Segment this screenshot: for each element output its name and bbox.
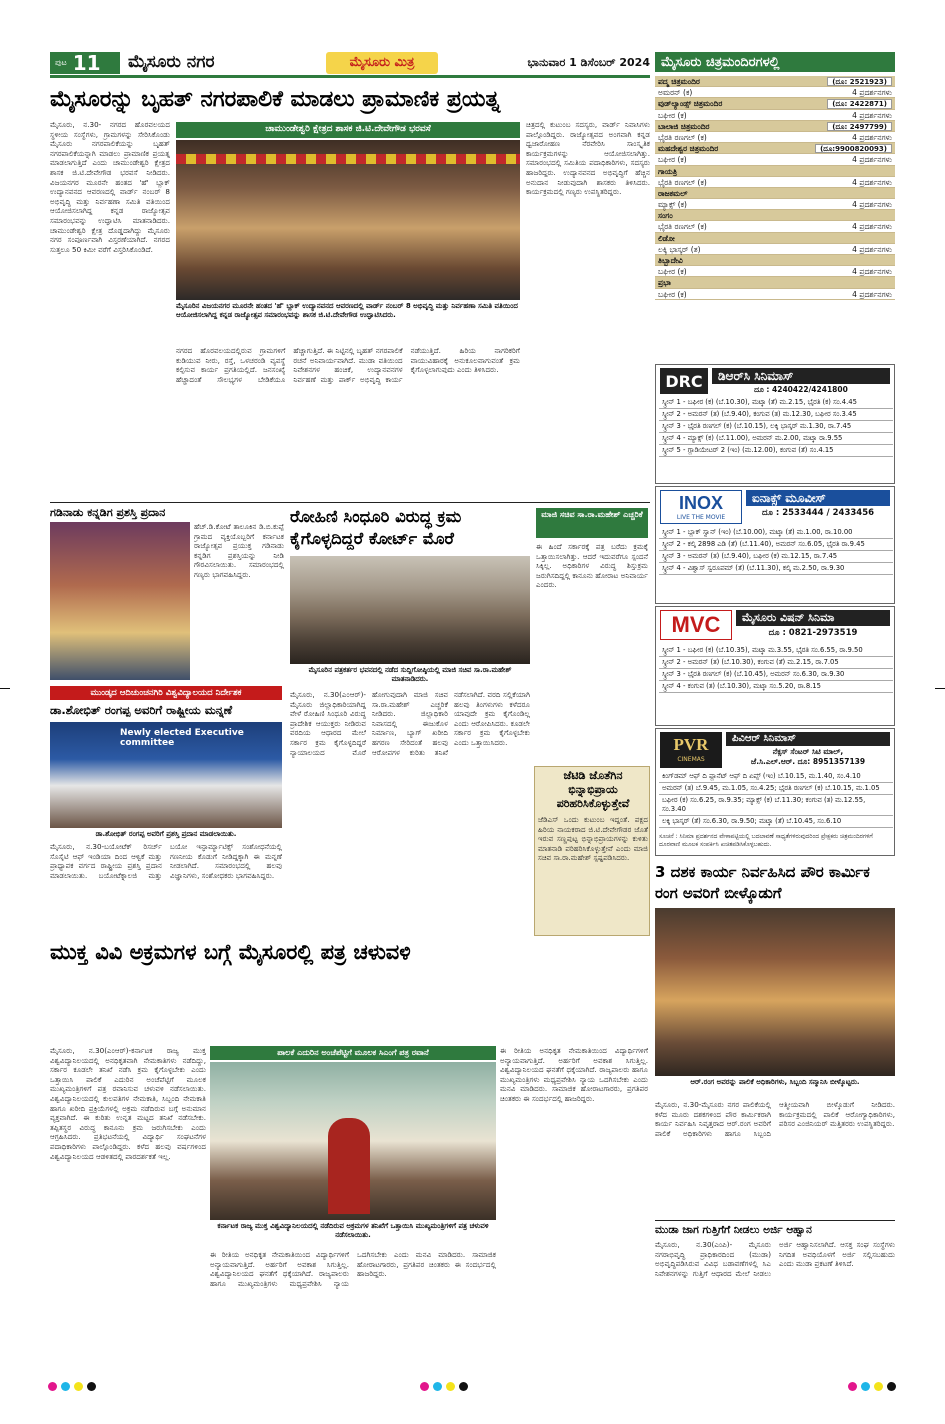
jds-headline: ಜೆಟಿಡಿ ಜೊತೆಗಿನ ಭಿನ್ನಾಭಿಪ್ರಾಯ ಪರಿಹರಿಸಿಕೊಳ್ಳುತ್ತೇವೆ bbox=[556, 769, 630, 810]
mou-body: ಮೈಸೂರು, ನ.30-ಬಯೋಟೆಕ್ ರಿಸರ್ಚ್ ಸೊಸೈಟಿ ಆಫ್ ಇಂಡಿಯಾ ದಿಂದ ಆಳ್ವಿಕೆ ಮತ್ತು ಪ್ರಾಧ್ಯಾಪಕ ವರ್ಗದ ರಾಷ್ಟ್ರೀಯ ಪ್ರಶಸ್ತಿ ಪ್ರದಾನ ಮಾಡಲಾಯಿತು. ಬಯೋಟೆಕ್ನಾಲಜಿ ಮತ್ತು ಬಯೋ ಇನ್ಫಾರ್ಮ್ಯಾಟಿಕ್ಸ್ ಸಂಶೋಧನೆಯಲ್ಲಿ ಗಣನೀಯ ಕೊಡುಗೆ ನೀಡಿದ್ದಕ್ಕಾಗಿ ಈ ಮನ್ನಣೆ ನೀಡಲಾಗಿದೆ. ಸಮಾರಂಭದಲ್ಲಿ ಹಲವು ವಿಜ್ಞಾನಿಗಳು, ಸಂಶೋಧಕರು ಭಾಗವಹಿಸಿದ್ದರು. bbox=[50, 842, 282, 880]
tender-body: ಮೈಸೂರು, ನ.30(ಎಂಪಿ)- ಮೈಸೂರು ನಗರಾಭಿವೃದ್ಧಿ ಪ್ರಾಧಿಕಾರದಿಂದ (ಮುಡಾ) ಅಭಿವೃದ್ಧಿಪಡಿಸಿರುವ ವಿವಿಧ ಬಡಾವಣೆಗಳಲ್ಲಿ ಸಿಎ ನಿವೇಶನಗಳನ್ನು ಗುತ್ತಿಗೆ ಆಧಾರದ ಮೇಲೆ ನೀಡಲು ಅರ್ಜಿ ಆಹ್ವಾನಿಸಲಾಗಿದೆ. ಆಸಕ್ತ ಸಂಘ ಸಂಸ್ಥೆಗಳು ನಿಗದಿತ ಅವಧಿಯೊಳಗೆ ಅರ್ಜಿ ಸಲ್ಲಿಸಬಹುದು ಎಂದು ಮುಡಾ ಪ್ರಕಟಣೆ ತಿಳಿಸಿದೆ. bbox=[655, 1240, 895, 1278]
univ-photo bbox=[210, 1062, 496, 1220]
rohini-caption: ಮೈಸೂರಿನ ಪತ್ರಕರ್ತರ ಭವನದಲ್ಲಿ ನಡೆದ ಸುದ್ದಿಗೋಷ್ಠಿಯಲ್ಲಿ ಮಾಜಿ ಸಚಿವ ಸಾ.ರಾ.ಮಹೇಶ್ ಮಾತನಾಡಿದರು. bbox=[308, 666, 512, 683]
theater-show-row bbox=[655, 132, 895, 143]
pvr-subtitle: ನೆಕ್ಸಸ್ ಸೆಂಟರ್ ಸಿಟಿ ಮಾಲ್, bbox=[772, 747, 844, 756]
rohini-body: ಮೈಸೂರು, ನ.30(ಎಂಆರ್)- ಮೈಸೂರು ಜಿಲ್ಲಾಧಿಕಾರಿಯಾಗಿದ್ದ ವೇಳೆ ರೋಹಿಣಿ ಸಿಂಧೂರಿ ವಿರುದ್ಧ ಪ್ರಾದೇಶಿಕ ಆಯುಕ್ತರು ನೀಡಿರುವ ವರದಿಯ ಆಧಾರದ ಮೇಲೆ ಸರ್ಕಾರ ಕ್ರಮ ಕೈಗೊಳ್ಳದಿದ್ದರೆ ನ್ಯಾಯಾಲಯದ ಮೊರೆ ಹೋಗುವುದಾಗಿ ಮಾಜಿ ಸಚಿವ ಸಾ.ರಾ.ಮಹೇಶ್ ಎಚ್ಚರಿಕೆ ನೀಡಿದರು. ಜಿಲ್ಲಾಧಿಕಾರಿ ನಿವಾಸದಲ್ಲಿ ಈಜುಕೊಳ ನಿರ್ಮಾಣ, ಬ್ಯಾಗ್ ಖರೀದಿ ಹಗರಣ ಸೇರಿದಂತೆ ಹಲವು ಆರೋಪಗಳ ಕುರಿತು ತನಿಖೆ ನಡೆಸಲಾಗಿದೆ. ವರದಿ ಸಲ್ಲಿಕೆಯಾಗಿ ಹಲವು ತಿಂಗಳುಗಳು ಕಳೆದರೂ ಯಾವುದೇ ಕ್ರಮ ಕೈಗೊಂಡಿಲ್ಲ ಎಂದು ಆರೋಪಿಸಿದರು. ಕೂಡಲೇ ಸರ್ಕಾರ ಕ್ರಮ ಕೈಗೊಳ್ಳಬೇಕು ಎಂದು ಒತ್ತಾಯಿಸಿದರು. bbox=[290, 690, 530, 757]
inox-phone: ದೂ : 2533444 / 2433456 bbox=[761, 508, 875, 518]
bunting bbox=[176, 154, 520, 164]
movie-title: ಅಮರನ್ (ಕ) bbox=[658, 88, 693, 98]
show-count: 4 ಪ್ರದರ್ಶನಗಳು bbox=[852, 267, 892, 277]
movie-title: ಭೈರತಿ ರಣಗಲ್ (ಕ) bbox=[658, 177, 707, 187]
rohini-sidebar-label: ಮಾಜಿ ಸಚಿವ ಸಾ.ರಾ.ಮಹೇಶ್ ಎಚ್ಚರಿಕೆ bbox=[536, 508, 648, 538]
lead-headline: ಮೈಸೂರನ್ನು ಬೃಹತ್ ನಗರಪಾಲಿಕೆ ಮಾಡಲು ಪ್ರಾಮಾಣಿಕ ಪ್ರಯತ್ನ bbox=[50, 87, 501, 112]
registration-dot bbox=[433, 1382, 442, 1391]
theater-show-row bbox=[655, 289, 895, 300]
inox-row: ಸ್ಕ್ರೀನ್ 4 - ವಿಶ್ವಾಸ್ ಸ್ವರೂಪಮ್ (ತೆ) (ಬೆ.11.30), ಕಲ್ಕಿ ಮ.2.50, ರಾ.9.30 bbox=[659, 563, 893, 575]
mou-photo bbox=[50, 722, 282, 828]
movie-title: ಬಘೀರ (ಕ) bbox=[658, 289, 687, 299]
jds-box bbox=[534, 766, 650, 936]
show-count: 4 ಪ್ರದರ್ಶನಗಳು bbox=[852, 289, 892, 299]
theater-phone: (ದೂ: 2497799) bbox=[827, 122, 892, 131]
theater-name-row bbox=[655, 255, 895, 266]
pvr-logo-box bbox=[660, 732, 722, 768]
ranga-body: ಮೈಸೂರು, ನ.30-ಮೈಸೂರು ನಗರ ಪಾಲಿಕೆಯಲ್ಲಿ ಕಳೆದ ಮೂರು ದಶಕಗಳಿಂದ ಪೌರ ಕಾರ್ಮಿಕರಾಗಿ ಕಾರ್ಯ ನಿರ್ವಹಿಸಿ ನಿವೃತ್ತರಾದ ಆರ್.ರಂಗ ಅವರಿಗೆ ಪಾಲಿಕೆ ಅಧಿಕಾರಿಗಳು ಹಾಗೂ ಸಿಬ್ಬಂದಿ ಆತ್ಮೀಯವಾಗಿ ಬೀಳ್ಕೊಡುಗೆ ನೀಡಿದರು. ಕಾರ್ಯಕ್ರಮದಲ್ಲಿ ಪಾಲಿಕೆ ಆರೋಗ್ಯಾಧಿಕಾರಿಗಳು, ಪರಿಸರ ಎಂಜಿನಿಯರ್ ಮತ್ತಿತರರು ಉಪಸ್ಥಿತರಿದ್ದರು. bbox=[655, 1100, 895, 1138]
theater-name-row bbox=[655, 233, 895, 244]
lead-body-lower: ನಗರದ ಹೊರವಲಯದಲ್ಲಿರುವ ಗ್ರಾಮಗಳಿಗೆ ಕುಡಿಯುವ ನೀರು, ರಸ್ತೆ, ಒಳಚರಂಡಿ ವ್ಯವಸ್ಥೆ ಕಲ್ಪಿಸುವ ಕಾರ್ಯ ಪ್ರಗತಿಯಲ್ಲಿದೆ. ಜನಸಂಖ್ಯೆ ಹೆಚ್ಚಾದಂತೆ ಸೌಲಭ್ಯಗಳ ಬೇಡಿಕೆಯೂ ಹೆಚ್ಚಾಗುತ್ತಿದೆ. ಈ ನಿಟ್ಟಿನಲ್ಲಿ ಬೃಹತ್ ನಗರಪಾಲಿಕೆ ರಚನೆ ಅನಿವಾರ್ಯವಾಗಿದೆ. ಮುಡಾ ವತಿಯಿಂದ ನಿವೇಶನಗಳ ಹಂಚಿಕೆ, ಉದ್ಯಾನವನಗಳ ನಿರ್ವಹಣೆ ಮತ್ತು ಪಾರ್ಕ್ ಅಭಿವೃದ್ಧಿ ಕಾರ್ಯ ನಡೆಯುತ್ತಿದೆ. ಹಿರಿಯ ನಾಗರಿಕರಿಗೆ ವಾಯುವಿಹಾರಕ್ಕೆ ಅನುಕೂಲವಾಗುವಂತೆ ಕ್ರಮ ಕೈಗೊಳ್ಳಲಾಗುವುದು ಎಂದು ತಿಳಿಸಿದರು. bbox=[176, 346, 520, 384]
pvr-row: ಕಿಂಗ್‌ಡಮ್ ಆಫ್ ದಿ ಪ್ಲಾನೆಟ್ ಆಫ್ ದಿ ಏಪ್ಸ್ (ಇಂ) ಬೆ.10.15, ಮ.1.40, ಸಂ.4.10 bbox=[659, 771, 893, 783]
theater-name: ಸಂಗಂ bbox=[658, 211, 673, 221]
pvr-rows bbox=[659, 771, 893, 828]
drc-row: ಸ್ಕ್ರೀನ್ 1 - ಬಘೀರ (ಕ) (ಬೆ.10.30), ಮಟ್ಕಾ (ತೆ) ಮ.2.15, ಭೈರತಿ (ಕ) ಸಂ.4.45 bbox=[659, 397, 893, 409]
theater-show-row bbox=[655, 87, 895, 98]
show-count: 4 ಪ್ರದರ್ಶನಗಳು bbox=[852, 110, 892, 120]
jds-body: ಜೆಡಿಎಸ್ ಒಂದು ಕುಟುಂಬ ಇದ್ದಂತೆ. ಪಕ್ಷದ ಹಿರಿಯ ನಾಯಕರಾದ ಜಿ.ಟಿ.ದೇವೇಗೌಡರ ಜೊತೆ ಇರುವ ಸಣ್ಣಪುಟ್ಟ ಭಿನ್ನಾಭಿಪ್ರಾಯಗಳನ್ನು ಕುಳಿತು ಮಾತನಾಡಿ ಪರಿಹರಿಸಿಕೊಳ್ಳುತ್ತೇವೆ ಎಂದು ಮಾಜಿ ಸಚಿವ ಸಾ.ರಾ.ಮಹೇಶ್ ಸ್ಪಷ್ಟಪಡಿಸಿದರು. bbox=[538, 815, 648, 863]
rohini-headline: ರೋಹಿಣಿ ಸಿಂಧೂರಿ ವಿರುದ್ಧ ಕ್ರಮ ಕೈಗೊಳ್ಳದಿದ್ದರೆ ಕೋರ್ಟ್ ಮೊರೆ bbox=[290, 507, 462, 548]
inox-row: ಸ್ಕ್ರೀನ್ 2 - ಕಲ್ಕಿ 2898 ಎಡಿ (ತೆ) (ಬೆ.11.40), ಅಮರನ್ ಸಂ.6.05, ಭೈರತಿ ರಾ.9.45 bbox=[659, 539, 893, 551]
drc-phone: ದೂ : 4240422/4241800 bbox=[754, 385, 848, 394]
theater-name-row bbox=[655, 121, 895, 132]
theater-name: ಲಿಡೋ bbox=[658, 233, 675, 243]
gadinadu-headline: ಗಡಿನಾಡು ಕನ್ನಡಿಗ ಪ್ರಶಸ್ತಿ ಪ್ರದಾನ bbox=[50, 506, 166, 519]
gadinadu-photo bbox=[50, 522, 190, 680]
theater-name: ಪ್ರಭಾ bbox=[658, 278, 671, 288]
ranga-photo bbox=[655, 908, 895, 1076]
lead-photo-caption: ಮೈಸೂರಿನ ವಿಜಯನಗರ ಮೂರನೇ ಹಂತದ 'ಹೆ' ಬ್ಲಾಕ್ ಉದ್ಯಾನವನದ ಆವರಣದಲ್ಲಿ ವಾರ್ಡ್ ನಂಬರ್ 8 ಅಭಿವೃದ್ಧಿ ಮತ್ತು ನಿರ್ವಹಣಾ ಸಮಿತಿ ವತಿಯಿಂದ ಆಯೋಜಿಸಲಾಗಿದ್ದ ಕನ್ನಡ ರಾಜ್ಯೋತ್ಸವ ಸಮಾರಂಭವನ್ನು ಶಾಸಕ ಜಿ.ಟಿ.ದೇವೇಗೌಡ ಉದ್ಘಾಟಿಸಿದರು. bbox=[176, 302, 518, 319]
theater-name-row bbox=[655, 166, 895, 177]
drc-rows bbox=[659, 397, 893, 457]
theater-name: ಮಹದೇಶ್ವರ ಚಿತ್ರಮಂದಿರ bbox=[658, 144, 719, 154]
theater-show-row bbox=[655, 199, 895, 210]
pvr-title: ಪಿವಿಆರ್ ಸಿನಿಮಾಸ್ bbox=[726, 732, 890, 746]
mvc-phone: ದೂ : 0821-2973519 bbox=[768, 628, 858, 638]
show-count: 4 ಪ್ರದರ್ಶನಗಳು bbox=[852, 177, 892, 187]
theater-name: ತಿಬ್ಬಾದೇವಿ bbox=[658, 256, 683, 265]
theater-show-row bbox=[655, 177, 895, 188]
registration-dot bbox=[87, 1382, 96, 1391]
paper-logo: ಮೈಸೂರು ಮಿತ್ರ bbox=[326, 52, 438, 74]
drc-row: ಸ್ಕ್ರೀನ್ 3 - ಭೈರತಿ ರಣಗಲ್ (ಕ) (ಬೆ.10.15), ಲಕ್ಕಿ ಭಾಸ್ಕರ್ ಮ.1.30, ರಾ.7.45 bbox=[659, 421, 893, 433]
theater-show-row bbox=[655, 221, 895, 232]
pvr-note: ಸೂಚನೆ : ಸಿನಿಮಾ ಪ್ರದರ್ಶನದ ವೇಳಾಪಟ್ಟಿಯಲ್ಲಿ ಬದಲಾವಣೆ ಸಾಧ್ಯತೆಗಳಿರುವುದರಿಂದ ಪ್ರೇಕ್ಷಕರು ಚಿತ್ರಮಂದಿರಗಳಿಗೆ ದೂರವಾಣಿ ಮೂಲಕ ಸಂಪರ್ಕಿಸಿ ಖಚಿತಪಡಿಸಿಕೊಳ್ಳಬಹುದು. bbox=[659, 833, 873, 848]
inox-logo: INOX bbox=[678, 493, 723, 513]
page-number-box bbox=[50, 52, 120, 74]
movie-title: ಬಘೀರ (ಕ) bbox=[658, 155, 687, 165]
mvc-row: ಸ್ಕ್ರೀನ್ 4 - ಕಂಗುವ (ತ) (ಬೆ.10.30), ಮಟ್ಕಾ ಸಂ.5.20, ರಾ.8.15 bbox=[659, 681, 893, 693]
theater-show-row bbox=[655, 154, 895, 165]
inox-row: ಸ್ಕ್ರೀನ್ 3 - ಅಮರನ್ (ತ) (ಬೆ.9.40), ಬಘೀರ (ಕ) ಮ.12.15, ರಾ.7.45 bbox=[659, 551, 893, 563]
inox-logo-box bbox=[660, 490, 742, 524]
theater-phone: (ದೂ: 2521923) bbox=[827, 77, 892, 86]
lead-photo-band: ಚಾಮುಂಡೇಶ್ವರಿ ಕ್ಷೇತ್ರದ ಶಾಸಕ ಜಿ.ಟಿ.ದೇವೇಗೌಡ ಭರವಸೆ bbox=[176, 122, 520, 138]
rohini-photo bbox=[290, 556, 530, 664]
inox-block bbox=[655, 486, 895, 604]
mvc-block bbox=[655, 606, 895, 726]
registration-dot bbox=[861, 1382, 870, 1391]
masthead bbox=[50, 50, 650, 78]
theater-name-row bbox=[655, 98, 895, 109]
show-count: 4 ಪ್ರದರ್ಶನಗಳು bbox=[852, 132, 892, 142]
drc-row: ಸ್ಕ್ರೀನ್ 4 - ಮ್ಯಾಕ್ಸ್ (ಕ) (ಬೆ.11.00), ಅಮರನ್ ಮ.2.00, ಮಟ್ಕಾ ರಾ.9.55 bbox=[659, 433, 893, 445]
theater-name: ಗಾಯತ್ರಿ bbox=[658, 166, 678, 176]
show-count: 4 ಪ್ರದರ್ಶನಗಳು bbox=[852, 88, 892, 98]
registration-dot bbox=[887, 1382, 896, 1391]
theater-name: ಬಾಲಾಜಿ ಚಿತ್ರಮಂದಿರ bbox=[658, 121, 710, 131]
inox-rows bbox=[659, 527, 893, 575]
theater-phone: (ದೂ: 2422871) bbox=[827, 99, 892, 108]
drc-block bbox=[655, 364, 895, 484]
issue-date: ಭಾನುವಾರ 1 ಡಿಸೆಂಬರ್ 2024 bbox=[527, 56, 650, 69]
movie-title: ಭೈರತಿ ರಣಗಲ್ (ಕ) bbox=[658, 132, 707, 142]
pvr-phone: ಜೆ.ಸಿ.ಎಲ್.ಆರ್. ದೂ: 8951357139 bbox=[750, 757, 866, 766]
registration-dot bbox=[848, 1382, 857, 1391]
pvr-logo: PVR bbox=[673, 735, 709, 754]
mou-headline: ಡಾ.ಶೋಭಿತ್ ರಂಗಪ್ಪ ಅವರಿಗೆ ರಾಷ್ಟ್ರೀಯ ಮನ್ನಣೆ bbox=[50, 703, 233, 717]
theater-show-row bbox=[655, 110, 895, 121]
theater-show-row bbox=[655, 266, 895, 277]
drc-logo: DRC bbox=[660, 368, 708, 394]
univ-body-left: ಮೈಸೂರು, ನ.30(ಎಂಆರ್)-ಕರ್ನಾಟಕ ರಾಜ್ಯ ಮುಕ್ತ ವಿಶ್ವವಿದ್ಯಾನಿಲಯದಲ್ಲಿ ಅನಧಿಕೃತವಾಗಿ ನೇಮಕಾತಿಗಳು ನಡೆದಿದ್ದು, ಸರ್ಕಾರ ಕೂಡಲೇ ತನಿಖೆ ನಡೆಸಿ ಕ್ರಮ ಕೈಗೊಳ್ಳಬೇಕು ಎಂದು ಒತ್ತಾಯಿಸಿ ಪಾಲಿಕೆ ಎದುರಿನ ಅಂಚೆಪೆಟ್ಟಿಗೆ ಮೂಲಕ ಮುಖ್ಯಮಂತ್ರಿಗಳಿಗೆ ಪತ್ರ ರವಾನಿಸುವ ಚಳುವಳಿ ನಡೆಸಲಾಯಿತು. ವಿಶ್ವವಿದ್ಯಾನಿಲಯದಲ್ಲಿ ಕುಲಪತಿಗಳ ನೇಮಕಾತಿ, ಸಿಬ್ಬಂದಿ ನೇಮಕಾತಿ ಹಾಗೂ ಖರೀದಿ ಪ್ರಕ್ರಿಯೆಗಳಲ್ಲಿ ಅಕ್ರಮ ನಡೆದಿರುವ ಬಗ್ಗೆ ಅನುಮಾನ ವ್ಯಕ್ತವಾಗಿದೆ. ಈ ಕುರಿತು ಉನ್ನತ ಮಟ್ಟದ ತನಿಖೆ ನಡೆಸಬೇಕು. ತಪ್ಪಿತಸ್ಥರ ವಿರುದ್ಧ ಕಾನೂನು ಕ್ರಮ ಜರುಗಿಸಬೇಕು ಎಂದು ಆಗ್ರಹಿಸಿದರು. ಪ್ರತಿಭಟನೆಯಲ್ಲಿ ವಿದ್ಯಾರ್ಥಿ ಸಂಘಟನೆಗಳ ಪದಾಧಿಕಾರಿಗಳು ಪಾಲ್ಗೊಂಡಿದ್ದರು. ಕಳೆದ ಹಲವು ವರ್ಷಗಳಿಂದ ವಿಶ್ವವಿದ್ಯಾನಿಲಯದ ಆಡಳಿತದಲ್ಲಿ ಪಾರದರ್ಶಕತೆ ಇಲ್ಲ. bbox=[50, 1046, 206, 1161]
univ-body-right: ಈ ರೀತಿಯ ಅನಧಿಕೃತ ನೇಮಕಾತಿಯಿಂದ ವಿದ್ಯಾರ್ಥಿಗಳಿಗೆ ಅನ್ಯಾಯವಾಗುತ್ತಿದೆ. ಅರ್ಹರಿಗೆ ಅವಕಾಶ ಸಿಗುತ್ತಿಲ್ಲ. ವಿಶ್ವವಿದ್ಯಾನಿಲಯದ ಘನತೆಗೆ ಧಕ್ಕೆಯಾಗಿದೆ. ರಾಜ್ಯಪಾಲರು ಹಾಗೂ ಮುಖ್ಯಮಂತ್ರಿಗಳು ಮಧ್ಯಪ್ರವೇಶಿಸಿ ನ್ಯಾಯ ಒದಗಿಸಬೇಕು ಎಂದು ಮನವಿ ಮಾಡಿದರು. ಸಾಮಾಜಿಕ ಹೋರಾಟಗಾರರು, ಪ್ರಗತಿಪರ ಚಿಂತಕರು ಈ ಸಂದರ್ಭದಲ್ಲಿ ಹಾಜರಿದ್ದರು. bbox=[500, 1046, 648, 1103]
lead-body-col1: ಮೈಸೂರು, ನ.30- ನಗರದ ಹೊರವಲಯದ ಸ್ಥಳೀಯ ಸಂಸ್ಥೆಗಳು, ಗ್ರಾಮಗಳನ್ನು ಸೇರಿಸಿಕೊಂಡು ಮೈಸೂರು ನಗರಪಾಲಿಕೆಯನ್ನು ಬೃಹತ್ ನಗರಪಾಲಿಕೆಯನ್ನಾಗಿ ಮಾಡಲು ಪ್ರಾಮಾಣಿಕ ಪ್ರಯತ್ನ ಮಾಡಲಾಗುತ್ತಿದೆ ಎಂದು ಚಾಮುಂಡೇಶ್ವರಿ ಕ್ಷೇತ್ರದ ಶಾಸಕ ಜಿ.ಟಿ.ದೇವೇಗೌಡ ಭರವಸೆ ನೀಡಿದರು. ವಿಜಯನಗರ ಮೂರನೇ ಹಂತದ 'ಹೆ' ಬ್ಲಾಕ್ ಉದ್ಯಾನವನದ ಆವರಣದಲ್ಲಿ ವಾರ್ಡ್ ನಂಬರ್ 8 ಅಭಿವೃದ್ಧಿ ಮತ್ತು ನಿರ್ವಹಣಾ ಸಮಿತಿ ವತಿಯಿಂದ ಆಯೋಜಿಸಲಾಗಿದ್ದ ಕನ್ನಡ ರಾಜ್ಯೋತ್ಸವ ಸಮಾರಂಭವನ್ನು ಉದ್ಘಾಟಿಸಿ ಮಾತನಾಡಿದರು. ಚಾಮುಂಡೇಶ್ವರಿ ಕ್ಷೇತ್ರ ದೊಡ್ಡದಾಗಿದ್ದು ಮೈಸೂರು ನಗರ ಸಂಪೂರ್ಣವಾಗಿ ವಿಸ್ತರಣೆಯಾಗಿದೆ. ನಗರದ ಸುತ್ತಲೂ 50 ಕಿಮೀ ವರೆಗೆ ವಿಸ್ತರಿಸಿಕೊಂಡಿದೆ. bbox=[50, 120, 170, 254]
univ-photo-band: ಪಾಲಕೆ ಎದುರಿನ ಅಂಚೆಪೆಟ್ಟಿಗೆ ಮೂಲಕ ಸಿಎಂಗೆ ಪತ್ರ ರವಾನೆ bbox=[210, 1046, 496, 1060]
movie-title: ಬಘೀರ (ಕ) bbox=[658, 110, 687, 120]
mvc-rows bbox=[659, 645, 893, 693]
divider bbox=[50, 502, 650, 503]
mvc-row: ಸ್ಕ್ರೀನ್ 3 - ಭೈರತಿ ರಣಗಲ್ (ಕ) (ಬೆ.10.45), ಅಮರನ್ ಸಂ.6.30, ರಾ.9.30 bbox=[659, 669, 893, 681]
mou-banner: ಮುಂಡ್ಕದ ಆದಿಚುಂಚನಗಿರಿ ವಿಶ್ವವಿದ್ಯಾಲಯದ ನಿರ್ದೇಶಕ bbox=[50, 686, 282, 700]
pvr-row: ಲಕ್ಕಿ ಭಾಸ್ಕರ್ (ತೆ) ಸಂ.6.30, ರಾ.9.50; ಮಟ್ಕಾ (ತೆ) ಬೆ.10.45, ಸಂ.6.10 bbox=[659, 816, 893, 828]
theater-phone: (ದೂ:9900820093) bbox=[815, 144, 892, 153]
show-count: 4 ಪ್ರದರ್ಶನಗಳು bbox=[852, 200, 892, 210]
section-title: ಮೈಸೂರು ನಗರ bbox=[128, 52, 215, 72]
lead-body-col3: ಚಿತ್ರದಲ್ಲಿ ಕುಟುಂಬ ಸದಸ್ಯರು, ವಾರ್ಡ್ ನಿವಾಸಿಗಳು ಪಾಲ್ಗೊಂಡಿದ್ದರು. ರಾಜ್ಯೋತ್ಸವದ ಅಂಗವಾಗಿ ಕನ್ನಡ ಧ್ವಜಾರೋಹಣ ನೆರವೇರಿಸಿ ಸಾಂಸ್ಕೃತಿಕ ಕಾರ್ಯಕ್ರಮಗಳನ್ನು ಆಯೋಜಿಸಲಾಗಿತ್ತು. ಸಮಾರಂಭದಲ್ಲಿ ಸಮಿತಿಯ ಪದಾಧಿಕಾರಿಗಳು, ಸದಸ್ಯರು ಹಾಜರಿದ್ದರು. ಉದ್ಯಾನವನದ ಅಭಿವೃದ್ಧಿಗೆ ಹೆಚ್ಚಿನ ಅನುದಾನ ನೀಡುವುದಾಗಿ ಶಾಸಕರು ತಿಳಿಸಿದರು. ಕಾರ್ಯಕ್ರಮದಲ್ಲಿ ಗಣ್ಯರು ಉಪಸ್ಥಿತರಿದ್ದರು. bbox=[526, 120, 650, 197]
drc-row: ಸ್ಕ್ರೀನ್ 2 - ಅಮರನ್ (ತ) (ಬೆ.9.40), ಕಂಗುವ (ತ) ಮ.12.30, ಬಘೀರ ಸಂ.3.45 bbox=[659, 409, 893, 421]
theater-name: ಪದ್ಮ ಚಿತ್ರಮಂದಿರ bbox=[658, 77, 700, 86]
post-box bbox=[328, 1118, 370, 1214]
univ-headline: ಮುಕ್ತ ವಿವಿ ಅಕ್ರಮಗಳ ಬಗ್ಗೆ ಮೈಸೂರಲ್ಲಿ ಪತ್ರ ಚಳುವಳಿ bbox=[50, 940, 411, 964]
registration-dot bbox=[420, 1382, 429, 1391]
drc-title: ಡಿಆರ್‌ಸಿ ಸಿನಿಮಾಸ್ bbox=[712, 368, 890, 384]
movie-title: ಲಕ್ಕಿ ಭಾಸ್ಕರ್ (ತ) bbox=[658, 244, 701, 254]
pvr-row: ಬಘೀರ (ಕ) ಸಂ.6.25, ರಾ.9.35; ಮ್ಯಾಕ್ಸ್ (ಕ) ಬೆ.11.30; ಕಂಗುವ (ತ) ಮ.12.55, ಸಂ.3.40 bbox=[659, 795, 893, 816]
registration-dot bbox=[61, 1382, 70, 1391]
movie-title: ಮ್ಯಾಕ್ಸ್ (ಕ) bbox=[658, 200, 687, 210]
movie-title: ಬಘೀರ (ಕ) bbox=[658, 267, 687, 277]
inox-tagline: LIVE THE MOVIE bbox=[676, 514, 726, 521]
drc-row: ಸ್ಕ್ರೀನ್ 5 - ಗ್ಲಾಡಿಯೇಟರ್ 2 (ಇಂ) (ಮ.12.00), ಕಂಗುವ (ತೆ) ಸಂ.4.15 bbox=[659, 445, 893, 457]
registration-dot bbox=[48, 1382, 57, 1391]
registration-dot bbox=[74, 1382, 83, 1391]
registration-dot bbox=[874, 1382, 883, 1391]
gadinadu-body: ಹೆಚ್.ಡಿ.ಕೋಟೆ ತಾಲೂಕಿನ ಡಿ.ಬಿ.ಕುಪ್ಪೆ ಗ್ರಾಮದ ವ್ಯಕ್ತಿಯೊಬ್ಬರಿಗೆ ಕರ್ನಾಟಕ ರಾಜ್ಯೋತ್ಸವ ಪ್ರಯುಕ್ತ ಗಡಿನಾಡು ಕನ್ನಡಿಗ ಪ್ರಶಸ್ತಿಯನ್ನು ನೀಡಿ ಗೌರವಿಸಲಾಯಿತು. ಸಮಾರಂಭದಲ್ಲಿ ಗಣ್ಯರು ಭಾಗವಹಿಸಿದ್ದರು. bbox=[194, 522, 284, 579]
lead-photo bbox=[176, 140, 520, 300]
theater-name-row bbox=[655, 277, 895, 288]
show-count: 4 ಪ್ರದರ್ಶನಗಳು bbox=[852, 155, 892, 165]
show-count: 4 ಪ್ರದರ್ಶನಗಳು bbox=[852, 222, 892, 232]
theater-name-row bbox=[655, 188, 895, 199]
inox-row: ಸ್ಕ್ರೀನ್ 1 - ಬ್ಲಾಕ್ ಸ್ವಾನ್ (ಇಂ) (ಬೆ.10.00), ಮಟ್ಕಾ (ತೆ) ಮ.1.00, ರಾ.10.00 bbox=[659, 527, 893, 539]
mou-photo-banner-text: Newly elected Executive committee bbox=[120, 728, 244, 748]
theater-name-row bbox=[655, 210, 895, 221]
show-count: 4 ಪ್ರದರ್ಶನಗಳು bbox=[852, 244, 892, 254]
mvc-row: ಸ್ಕ್ರೀನ್ 2 - ಅಮರನ್ (ತ) (ಬೆ.10.30), ಕಂಗುವ (ತೆ) ಮ.2.15, ರಾ.7.05 bbox=[659, 657, 893, 669]
univ-body-mid: ಈ ರೀತಿಯ ಅನಧಿಕೃತ ನೇಮಕಾತಿಯಿಂದ ವಿದ್ಯಾರ್ಥಿಗಳಿಗೆ ಅನ್ಯಾಯವಾಗುತ್ತಿದೆ. ಅರ್ಹರಿಗೆ ಅವಕಾಶ ಸಿಗುತ್ತಿಲ್ಲ. ವಿಶ್ವವಿದ್ಯಾನಿಲಯದ ಘನತೆಗೆ ಧಕ್ಕೆಯಾಗಿದೆ. ರಾಜ್ಯಪಾಲರು ಹಾಗೂ ಮುಖ್ಯಮಂತ್ರಿಗಳು ಮಧ್ಯಪ್ರವೇಶಿಸಿ ನ್ಯಾಯ ಒದಗಿಸಬೇಕು ಎಂದು ಮನವಿ ಮಾಡಿದರು. ಸಾಮಾಜಿಕ ಹೋರಾಟಗಾರರು, ಪ್ರಗತಿಪರ ಚಿಂತಕರು ಈ ಸಂದರ್ಭದಲ್ಲಿ ಹಾಜರಿದ್ದರು. bbox=[210, 1250, 496, 1288]
theater-name-row bbox=[655, 76, 895, 87]
rohini-sidebar-body: ಈ ಹಿಂದೆ ಸರ್ಕಾರಕ್ಕೆ ಪತ್ರ ಬರೆದು ಕ್ರಮಕ್ಕೆ ಒತ್ತಾಯಿಸಲಾಗಿತ್ತು. ಆದರೆ ಇದುವರೆಗೂ ಸ್ಪಂದನೆ ಸಿಕ್ಕಿಲ್ಲ. ಅಧಿಕಾರಿಗಳ ವಿರುದ್ಧ ಶಿಸ್ತುಕ್ರಮ ಜರುಗಿಸದಿದ್ದಲ್ಲಿ ಕಾನೂನು ಹೋರಾಟ ಅನಿವಾರ್ಯ ಎಂದರು. bbox=[536, 542, 648, 590]
mou-caption: ಡಾ.ಶೋಭಿತ್ ರಂಗಪ್ಪ ಅವರಿಗೆ ಪ್ರಶಸ್ತಿ ಪ್ರದಾನ ಮಾಡಲಾಯಿತು. bbox=[95, 830, 237, 838]
mvc-title: ಮೈಸೂರು ವಿಷನ್ ಸಿನಿಮಾ bbox=[736, 610, 890, 626]
theater-list bbox=[655, 76, 895, 362]
crop-mark bbox=[0, 688, 10, 689]
theater-show-row bbox=[655, 244, 895, 255]
registration-dot bbox=[459, 1382, 468, 1391]
page-number: 11 bbox=[72, 52, 101, 74]
listing-title: ಮೈಸೂರು ಚಿತ್ರಮಂದಿರಗಳಲ್ಲಿ bbox=[655, 52, 895, 72]
pvr-logo-sub: CINEMAS bbox=[677, 756, 705, 763]
mvc-row: ಸ್ಕ್ರೀನ್ 1 - ಬಘೀರ (ಕ) (ಬೆ.10.35), ಮಟ್ಕಾ ಮ.3.55, ಭೈರತಿ ಸಂ.6.55, ರಾ.9.50 bbox=[659, 645, 893, 657]
theater-name: ವುಡ್‌ಲ್ಯಾಂಡ್ಸ್ ಚಿತ್ರಮಂದಿರ bbox=[658, 99, 723, 109]
tender-headline: ಮುಡಾ ಜಾಗ ಗುತ್ತಿಗೆಗೆ ನೀಡಲು ಅರ್ಜಿ ಆಹ್ವಾನ bbox=[655, 1220, 895, 1237]
pvr-row: ಅಮರನ್ (ತ) ಬೆ.9.45, ಮ.1.05, ಸಂ.4.25; ಭೈರತಿ ರಣಗಲ್ (ಕ) ಬೆ.10.15, ಮ.1.05 bbox=[659, 783, 893, 795]
inox-title: ಐನಾಕ್ಸ್ ಮೂವೀಸ್ bbox=[746, 490, 890, 506]
crop-mark bbox=[935, 688, 945, 689]
ranga-headline: 3 ದಶಕ ಕಾರ್ಯ ನಿರ್ವಹಿಸಿದ ಪೌರ ಕಾರ್ಮಿಕ ರಂಗ ಅವರಿಗೆ ಬೀಳ್ಕೊಡುಗೆ bbox=[655, 863, 870, 902]
univ-caption: ಕರ್ನಾಟಕ ರಾಜ್ಯ ಮುಕ್ತ ವಿಶ್ವವಿದ್ಯಾನಿಲಯದಲ್ಲಿ ನಡೆದಿರುವ ಅಕ್ರಮಗಳ ತನಿಖೆಗೆ ಒತ್ತಾಯಿಸಿ ಮುಖ್ಯಮಂತ್ರಿಗಳಿಗೆ ಪತ್ರ ಚಳುವಳಿ ನಡೆಸಲಾಯಿತು. bbox=[217, 1222, 489, 1239]
mvc-logo: MVC bbox=[660, 610, 732, 640]
movie-title: ಭೈರತಿ ರಣಗಲ್ (ಕ) bbox=[658, 222, 707, 232]
theater-name-row bbox=[655, 143, 895, 154]
page-label: ಪುಟ bbox=[55, 58, 67, 67]
ranga-caption: ಆರ್.ರಂಗ ಅವರನ್ನು ಪಾಲಿಕೆ ಅಧಿಕಾರಿಗಳು, ಸಿಬ್ಬಂದಿ ಸನ್ಮಾನಿಸಿ ಬೀಳ್ಕೊಟ್ಟರು. bbox=[690, 1078, 860, 1086]
registration-dot bbox=[446, 1382, 455, 1391]
theater-name: ರಾಜಕಮಲ್ bbox=[658, 188, 688, 198]
pvr-block bbox=[655, 728, 895, 856]
